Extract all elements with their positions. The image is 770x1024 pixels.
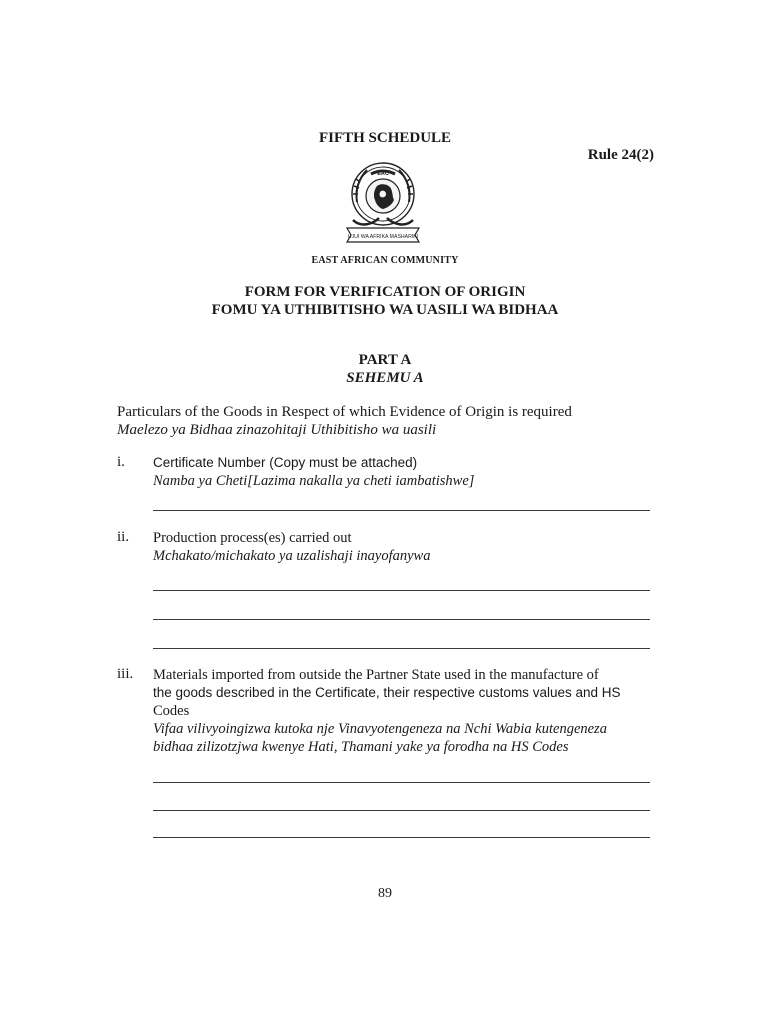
item-2-number: ii. (117, 529, 130, 545)
part-label-swahili: SEHEMU A (346, 370, 424, 386)
intro-text (117, 403, 572, 439)
schedule-title: FIFTH SCHEDULE (318, 130, 452, 146)
part-label-english: PART A (358, 352, 412, 368)
item-1-number: i. (117, 454, 125, 470)
item-3-english-line-2: the goods described in the Certificate, their respective customs values and HS (153, 685, 621, 700)
part-heading (0, 351, 770, 387)
item-1-text (153, 454, 653, 490)
emblem-initials: EAC (377, 171, 389, 177)
item-3-swahili-line-1: Vifaa vilivyoingizwa kutoka nje Vinavyotengeneza na Nchi Wabia kutengeneza (153, 721, 607, 737)
emblem-motto: UJUI WA AFRIKA MASHARIKI (347, 234, 419, 240)
item-2-answer-line-3[interactable] (153, 648, 650, 649)
item-1-swahili: Namba ya Cheti[Lazima nakalla ya cheti iambatishwe] (153, 473, 475, 489)
organization-name: EAST AFRICAN COMMUNITY (311, 255, 459, 266)
item-1-english: Certificate Number (Copy must be attached) (153, 455, 418, 470)
item-2-text (153, 529, 653, 565)
item-3-answer-line-1[interactable] (153, 782, 650, 783)
form-title-swahili: FOMU YA UTHIBITISHO WA UASILI WA BIDHAA (211, 302, 559, 318)
item-3-answer-line-3[interactable] (153, 837, 650, 838)
form-title (0, 283, 770, 319)
item-2-answer-line-2[interactable] (153, 619, 650, 620)
rule-reference: Rule 24(2) (587, 147, 654, 163)
form-title-english: FORM FOR VERIFICATION OF ORIGIN (244, 284, 526, 300)
item-3-number: iii. (117, 666, 134, 682)
item-3-answer-line-2[interactable] (153, 810, 650, 811)
eac-emblem-logo (337, 158, 429, 244)
item-3-text (153, 666, 653, 756)
page-number: 89 (378, 886, 392, 901)
item-2-english: Production process(es) carried out (153, 530, 352, 546)
intro-swahili: Maelezo ya Bidhaa zinazohitaji Uthibitisho wa uasili (117, 422, 437, 438)
item-3-english-line-3: Codes (153, 703, 190, 719)
intro-english: Particulars of the Goods in Respect of which Evidence of Origin is required (117, 404, 572, 420)
item-1-answer-line[interactable] (153, 510, 650, 511)
item-2-swahili: Mchakato/michakato ya uzalishaji inayofanywa (153, 548, 431, 564)
item-3-english-line-1: Materials imported from outside the Partner State used in the manufacture of (153, 667, 599, 683)
item-3-swahili-line-2: bidhaa zilizotzjwa kwenye Hati, Thamani yake ya forodha na HS Codes (153, 739, 569, 755)
item-2-answer-line-1[interactable] (153, 590, 650, 591)
